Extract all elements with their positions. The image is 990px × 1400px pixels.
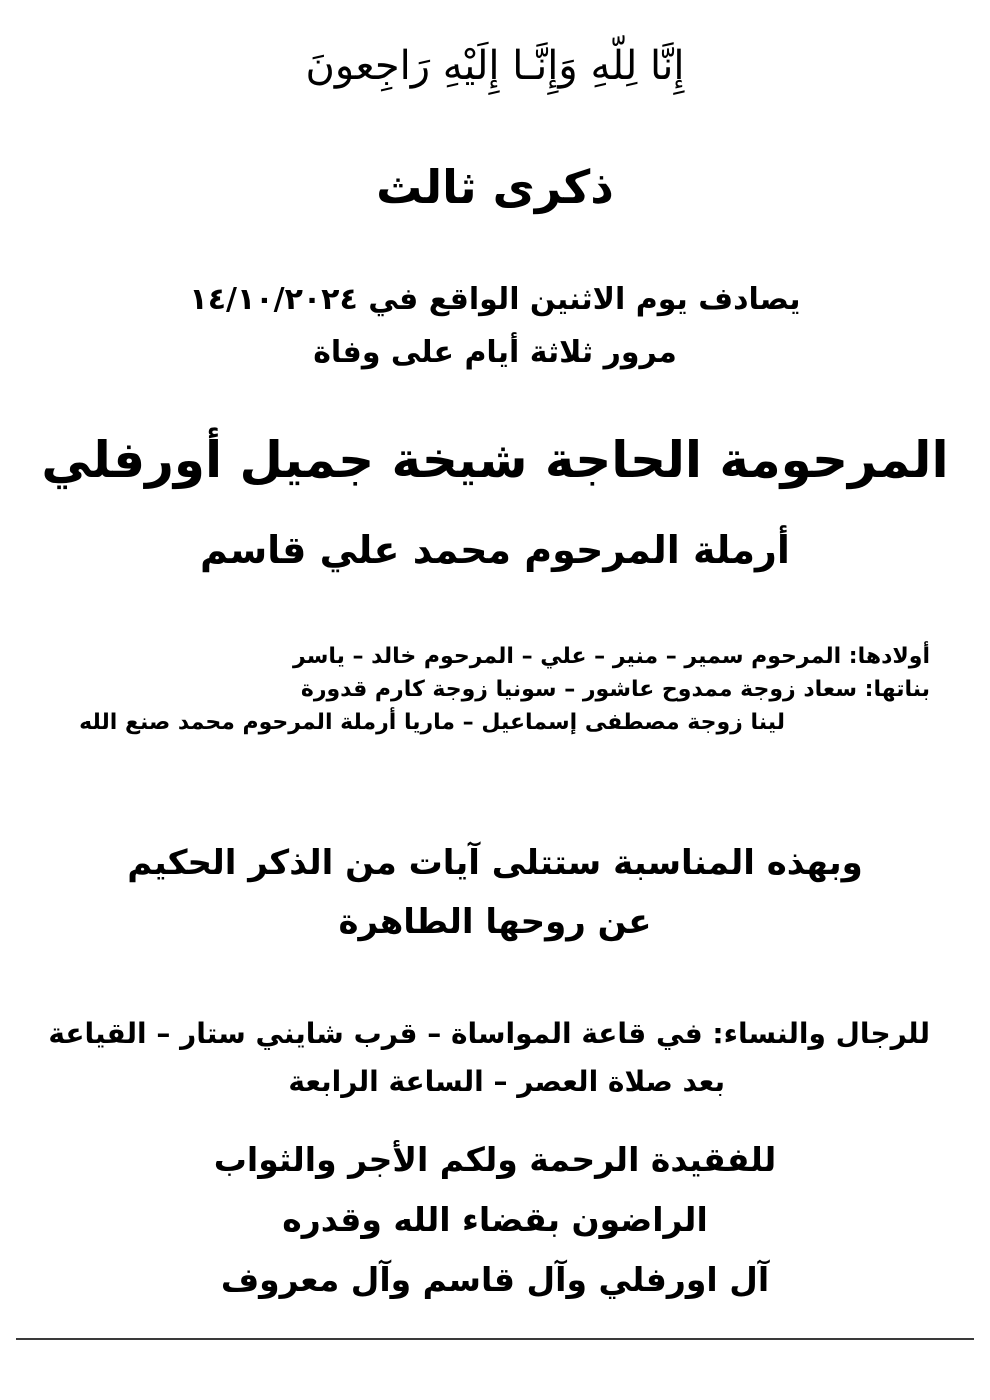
closing-condolence: للفقيدة الرحمة ولكم الأجر والثواب	[213, 1140, 777, 1179]
closing-families: آل اورفلي وآل قاسم وآل معروف	[220, 1260, 770, 1299]
family-list	[70, 640, 930, 739]
deceased-widow-of: أرملة المرحوم محمد علي قاسم	[200, 528, 790, 572]
announcement-passing-line: مرور ثلاثة أيام على وفاة	[313, 335, 677, 370]
family-daughters-line-2: لينا زوجة مصطفى إسماعيل – ماريا أرملة المرحوم محمد صنع الله	[79, 710, 785, 735]
family-daughters-line-1: بناتها: سعاد زوجة ممدوح عاشور – سونيا زوجة كارم قدورة	[300, 677, 930, 702]
quran-verse: إِنَّا لِلّهِ وَإِنَّـا إِلَيْهِ رَاجِعونَ	[305, 43, 685, 89]
venue-time: بعد صلاة العصر – الساعة الرابعة	[288, 1065, 725, 1098]
occasion-line-1: وبهذه المناسبة ستتلى آيات من الذكر الحكيم	[127, 843, 863, 883]
family-sons: أولادها: المرحوم سمير – منير – علي – المرحوم خالد – ياسر	[293, 644, 930, 669]
venue-details	[48, 1010, 930, 1106]
bottom-divider	[16, 1338, 974, 1340]
announcement-date-line: يصادف يوم الاثنين الواقع في ١٤/١٠/٢٠٢٤	[189, 282, 801, 317]
deceased-name: المرحومة الحاجة شيخة جميل أورفلي	[41, 431, 949, 489]
memorial-heading: ذكرى ثالث	[376, 160, 614, 214]
closing-acceptance: الراضون بقضاء الله وقدره	[282, 1200, 708, 1239]
venue-location: للرجال والنساء: في قاعة المواساة – قرب شايني ستار – القياعة	[48, 1017, 930, 1050]
occasion-line-2: عن روحها الطاهرة	[338, 902, 652, 942]
